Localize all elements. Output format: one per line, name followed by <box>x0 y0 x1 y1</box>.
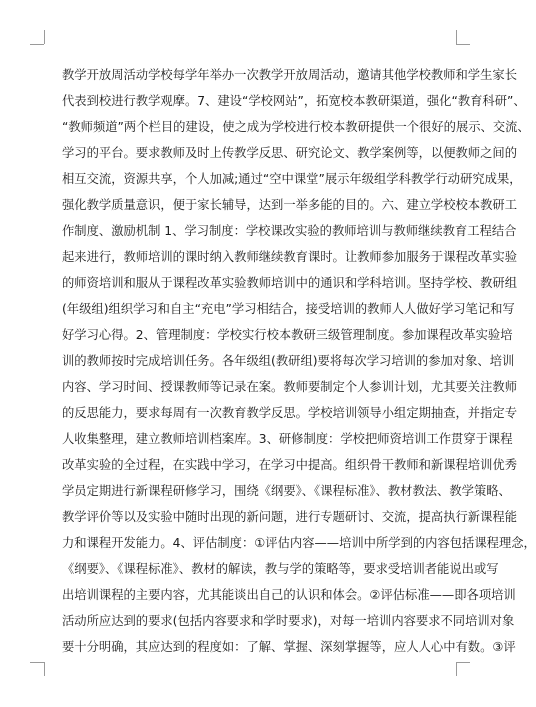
text-line: 要十分明确，其应达到的程度如：了解、掌握、深刻掌握等，应人人心中有数。③评 <box>62 640 516 654</box>
text-line: 代表到校进行教学观摩。7、建设“学校网站”，拓宽校本教研渠道，强化“教育科研”、 <box>62 94 526 108</box>
text-line: 出培训课程的主要内容，尤其能谈出自己的认识和体会。②评估标准——即各项培训 <box>62 588 516 602</box>
text-line: 学习的平台。要求教师及时上传教学反思、研究论文、教学案例等，以便教师之间的 <box>62 146 517 160</box>
text-line: “教师频道”两个栏目的建设，使之成为学校进行校本教研提供一个很好的展示、交流、 <box>62 120 530 134</box>
text-line: 的反思能力，要求每周有一次教育教学反思。学校培训领导小组定期抽查，并指定专 <box>62 406 517 420</box>
text-line: 改革实验的全过程，在实践中学习，在学习中提高。组织骨干教师和新课程培训优秀 <box>62 458 517 472</box>
text-line: 教学开放周活动学校每学年举办一次教学开放周活动，邀请其他学校教师和学生家长 <box>62 68 517 82</box>
text-line: 起来进行，教师培训的课时纳入教师继续教育课时。让教师参加服务于课程改革实验 <box>62 250 517 264</box>
text-line: 训的教师按时完成培训任务。各年级组(教研组)要将每次学习培训的参加对象、培训 <box>62 354 515 368</box>
text-line: 人收集整理，建立教师培训档案库。3、研修制度：学校把师资培训工作贯穿于课程 <box>62 432 513 446</box>
text-line: 好学习心得。2、管理制度：学校实行校本教研三级管理制度。参加课程改革实验培 <box>62 328 513 342</box>
text-line: 内容、学习时间、授课教师等记录在案。教师要制定个人参训计划，尤其要关注教师 <box>62 380 517 394</box>
text-line: 的师资培训和服从于课程改革实验教师培训中的通识和学科培训。坚持学校、教研组 <box>62 276 517 290</box>
text-line: 学员定期进行新课程研修学习，围绕《纲要》、《课程标准》、教材教法、教学策略、 <box>62 484 511 498</box>
text-line: 教学评价等以及实验中随时出现的新问题，进行专题研讨、交流，提高执行新课程能 <box>62 510 517 524</box>
text-line: 力和课程开发能力。4、评估制度：①评估内容——培训中所学到的内容包括课程理念， <box>62 536 536 550</box>
text-line: 《纲要》、《课程标准》、教材的解读，教与学的策略等，要求受培训者能说出或写 <box>62 562 499 576</box>
body-text <box>62 62 536 660</box>
text-line: 相互交流，资源共享，个人加减;通过“空中课堂”展示年级组学科教学行动研究成果， <box>62 172 522 186</box>
text-line: (年级组)组织学习和自主“充电”学习相结合，接受培训的教师人人做好学习笔记和写 <box>62 302 515 316</box>
text-line: 活动所应达到的要求(包括内容要求和学时要求)，对每一培训内容要求不同培训对象 <box>62 614 515 628</box>
text-line: 强化教学质量意识，便于家长辅导，达到一举多能的目的。六、建立学校校本教研工 <box>62 198 517 212</box>
text-line: 作制度、激励机制 1、学习制度：学校课改实验的教师培训与教师继续教育工程结合 <box>62 224 517 238</box>
